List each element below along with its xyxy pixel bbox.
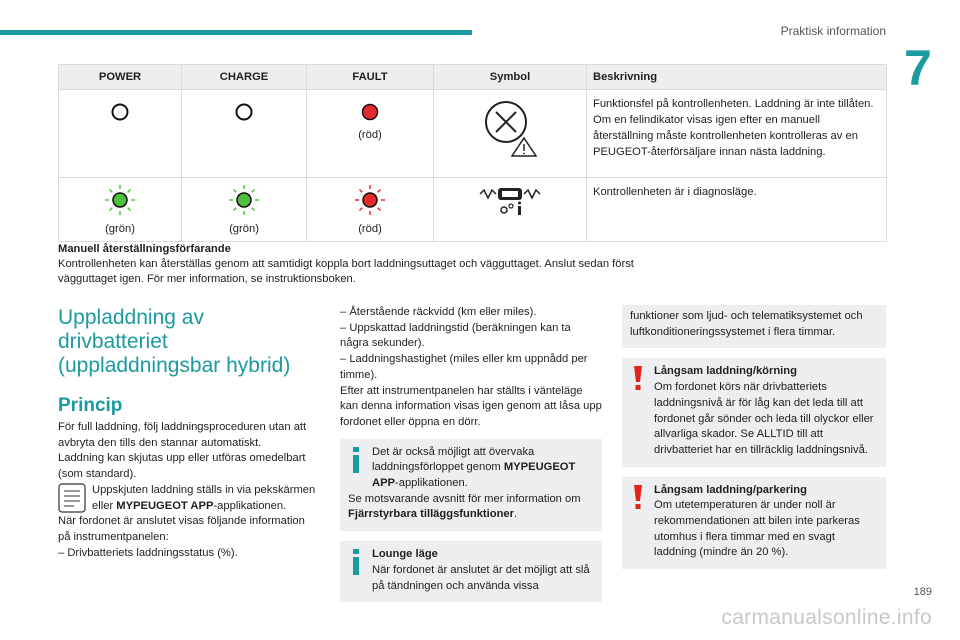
led-color-caption: (röd) xyxy=(358,129,382,141)
text-span: -applikationen. xyxy=(395,477,468,490)
page-number: 189 xyxy=(913,586,932,598)
info-box-continued xyxy=(622,305,886,348)
led-red-blinking-icon xyxy=(354,184,386,216)
principle-heading: Princip xyxy=(58,395,123,416)
led-green-blinking-icon xyxy=(104,184,136,216)
table-row xyxy=(59,90,887,178)
charge-cell xyxy=(182,178,307,242)
manual-reset-text: Kontrollenheten kan återställas genom att samtidigt koppla bort laddningsuttaget och vägguttaget. Anslut sedan först vägguttaget igen. För mer information, se instruktionsboken. xyxy=(58,258,634,285)
paragraph xyxy=(348,492,594,523)
led-red-icon xyxy=(360,102,380,122)
paragraph: Om fordonet körs när drivbatteriets laddningsnivå är för låg kan det leda till att fordonet går sönder och leda till olyckor eller allvarliga skador. Se ALLTID till att drivbatteriet har en tillräcklig laddningsnivå. xyxy=(654,381,874,456)
col-header-description: Beskrivning xyxy=(587,65,887,90)
paragraph xyxy=(58,483,316,514)
paragraph: funktioner som ljud- och telematiksystemet och luftkonditioneringssystemet i flera timmar. xyxy=(630,310,863,338)
box-title xyxy=(630,483,878,499)
list-item: – Laddningshastighet (miles eller km uppnådd per timme). xyxy=(340,353,588,381)
warning-exclamation-icon xyxy=(632,485,644,509)
info-icon xyxy=(350,549,362,575)
text-span: Lounge läge xyxy=(372,548,438,561)
text-span: -applikationen. xyxy=(213,499,287,512)
column-1 xyxy=(58,420,316,561)
warning-exclamation-icon xyxy=(632,366,644,390)
box-title xyxy=(630,364,878,380)
info-icon xyxy=(350,447,362,473)
column-3 xyxy=(622,305,886,569)
led-color-caption: (grön) xyxy=(229,223,259,235)
text-span: Uppskjuten laddning ställs in via pekskärmen eller xyxy=(92,483,316,512)
watermark: carmanualsonline.info xyxy=(721,606,932,629)
fault-cell xyxy=(307,178,434,242)
main-title: Uppladdning av drivbatteriet (uppladdningsbar hybrid) xyxy=(58,306,291,377)
paragraph: När fordonet är anslutet visas följande information på instrumentpanelen: xyxy=(58,515,305,543)
led-color-caption: (röd) xyxy=(358,223,382,235)
col-header-symbol: Symbol xyxy=(434,65,587,90)
fault-warning-icon xyxy=(480,96,540,158)
charge-cell xyxy=(182,90,307,178)
led-green-blinking-icon xyxy=(228,184,260,216)
box-title xyxy=(348,547,594,563)
text-span: . xyxy=(514,508,518,521)
list-item: – Uppskattad laddningstid (beräkningen kan ta några sekunder). xyxy=(340,321,571,350)
warning-box xyxy=(622,477,886,570)
paragraph: När fordonet är anslutet är det möjligt att slå på tändningen och använda vissa xyxy=(372,563,590,592)
indicator-table xyxy=(58,64,887,242)
led-off-icon xyxy=(234,102,254,122)
feature-name: Fjärrstyrbara tilläggsfunktioner xyxy=(348,508,514,521)
col-header-power: POWER xyxy=(59,65,182,90)
description-cell: Kontrollenheten är i diagnosläge. xyxy=(587,178,887,242)
table-row xyxy=(59,178,887,242)
top-accent-bar xyxy=(0,30,472,35)
manual-reset-section xyxy=(58,242,658,287)
info-box xyxy=(340,541,602,602)
text-span: Det är också möjligt att övervaka laddningsförloppet genom xyxy=(372,445,535,474)
smartphone-app-icon xyxy=(58,483,86,513)
text-span: Se motsvarande avsnitt för mer information om xyxy=(348,492,581,505)
text-span: Långsam laddning/körning xyxy=(654,365,797,378)
app-name: MYPEUGEOT APP xyxy=(372,461,576,490)
col-header-fault: FAULT xyxy=(307,65,434,90)
description-cell: Funktionsfel på kontrollenheten. Laddning är inte tillåten. Om en felindikator visas igen efter en manuell återställning måste kontrollenheten kontrolleras av en PEUGEOT-återförsäljare innan nästa laddning. xyxy=(587,90,887,178)
paragraph: Efter att instrumentpanelen har ställts i vänteläge kan denna information visas igen genom att låsa upp fordonet eller öppna en dörr. xyxy=(340,384,602,428)
power-cell xyxy=(59,178,182,242)
paragraph: Laddning kan skjutas upp eller utföras omedelbart (som standard). xyxy=(58,452,306,481)
list-item: – Drivbatteriets laddningsstatus (%). xyxy=(58,546,238,559)
warning-box xyxy=(622,358,886,466)
text-span: Långsam laddning/parkering xyxy=(654,483,807,496)
column-2 xyxy=(340,305,602,602)
info-box xyxy=(340,439,602,532)
paragraph: Om utetemperaturen är under noll är rekommendationen att bilen inte parkeras utomhus i flera timmar med en svagt laddning (mindre än 20 %). xyxy=(654,499,860,559)
paragraph xyxy=(348,445,594,492)
led-off-icon xyxy=(110,102,130,122)
symbol-cell xyxy=(434,90,587,178)
diagnosis-mode-icon xyxy=(478,184,542,218)
fault-cell xyxy=(307,90,434,178)
symbol-cell xyxy=(434,178,587,242)
chapter-number: 7 xyxy=(904,40,932,96)
col-header-charge: CHARGE xyxy=(182,65,307,90)
led-color-caption: (grön) xyxy=(105,223,135,235)
app-name: MYPEUGEOT APP xyxy=(116,499,214,512)
manual-reset-title: Manuell återställningsförfarande xyxy=(58,243,231,255)
section-title: Praktisk information xyxy=(780,24,886,38)
power-cell xyxy=(59,90,182,178)
paragraph: För full laddning, följ laddningsproceduren utan att avbryta den tills den stannar automatiskt. xyxy=(58,421,307,449)
list-item: – Återstående räckvidd (km eller miles). xyxy=(340,306,537,318)
